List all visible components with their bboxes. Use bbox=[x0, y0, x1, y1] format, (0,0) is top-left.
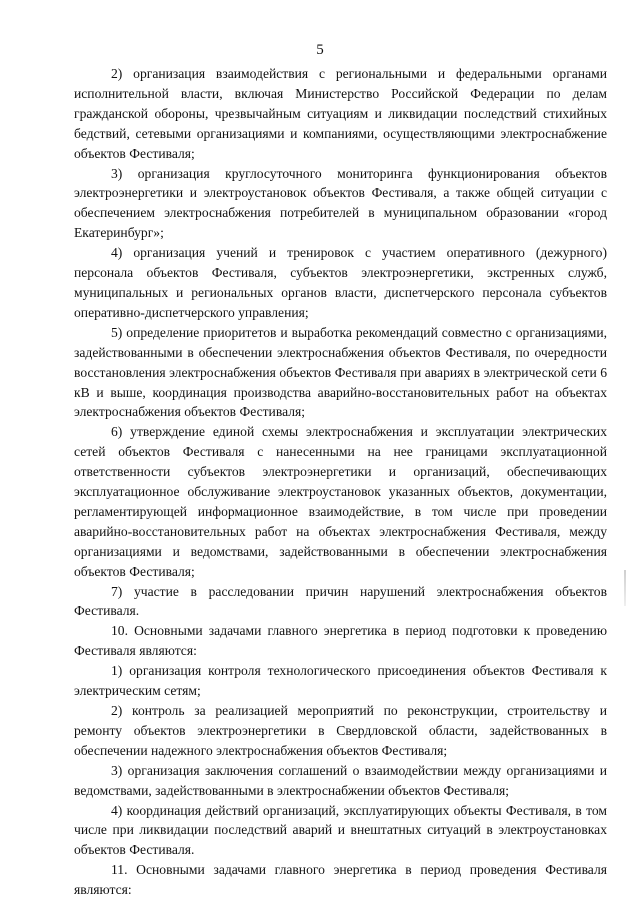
list-item-7-investigation: 7) участие в расследовании причин нарушений электроснабжения объектов Фестиваля. bbox=[74, 583, 607, 619]
section-10-item-2: 2) контроль за реализацией мероприятий по реконструкции, строительству и ремонту объектов электроэнергетики в Свердловской области, задействованных в обеспечении надежного электроснабжения объектов Фестиваля; bbox=[74, 703, 607, 758]
section-10-item-1: 1) организация контроля технологического присоединения объектов Фестиваля к электрическим сетям; bbox=[74, 663, 607, 699]
list-item-4-exercises: 4) организация учений и тренировок с участием оперативного (дежурного) персонала объектов Фестиваля, субъектов электроэнергетики, экстренных служб, муниципальных и региональных органов власти, диспетчерского персонала субъектов оперативно-диспетчерского управления; bbox=[74, 245, 607, 320]
document-body bbox=[74, 64, 607, 900]
list-item-5-priorities: 5) определение приоритетов и выработка рекомендаций совместно с организациями, задействованными в обеспечении электроснабжения объектов Фестиваля, по очередности восстановления электроснабжения объектов Фестиваля при авариях в электрической сети 6 кВ и выше, координация производства аварийно-восстановительных работ на объектах электроснабжения объектов Фестиваля; bbox=[74, 324, 607, 420]
section-10-heading: 10. Основными задачами главного энергетика в период подготовки к проведению Фестиваля являются: bbox=[74, 623, 607, 659]
list-item-2-coordination: 2) организация взаимодействия с региональными и федеральными органами исполнительной власти, включая Министерство Российской Федерации по делам гражданской обороны, чрезвычайным ситуациям и ликвидации последствий стихийных бедствий, сетевыми организациями и компаниями, осуществляющими электроснабжение объектов Фестиваля; bbox=[74, 66, 607, 161]
page-number: 5 bbox=[316, 42, 324, 58]
list-item-6-scheme-approval: 6) утверждение единой схемы электроснабжения и эксплуатации электрических сетей объектов Фестиваля с нанесенными на нее границами эксплуатационной ответственности субъектов электроэнергетики и организаций, обеспечивающих эксплуатационное обслуживание электроустановок указанных объектов, документации, регламентирующей информационное взаимодействие, в том числе при проведении аварийно-восстановительных работ на объектах электроснабжения Фестиваля, между организациями и ведомствами, задействованными в обеспечении электроснабжения объектов Фестиваля; bbox=[74, 424, 607, 579]
scan-artifact bbox=[624, 570, 626, 606]
section-11-heading: 11. Основными задачами главного энергетика в период проведения Фестиваля являются: bbox=[74, 862, 607, 898]
section-10-item-4: 4) координация действий организаций, эксплуатирующих объекты Фестиваля, в том числе при ликвидации последствий аварий и внештатных ситуаций в электроустановках объектов Фестиваля. bbox=[74, 802, 607, 858]
section-10-item-3: 3) организация заключения соглашений о взаимодействии между организациями и ведомствами, задействованными в электроснабжении объектов Фестиваля; bbox=[74, 762, 607, 798]
list-item-3-monitoring: 3) организация круглосуточного мониторинга функционирования объектов электроэнергетики и электроустановок объектов Фестиваля, а также общей ситуации с обеспечением электроснабжения потребителей в муниципальном образовании «город Екатеринбург»; bbox=[74, 165, 607, 241]
